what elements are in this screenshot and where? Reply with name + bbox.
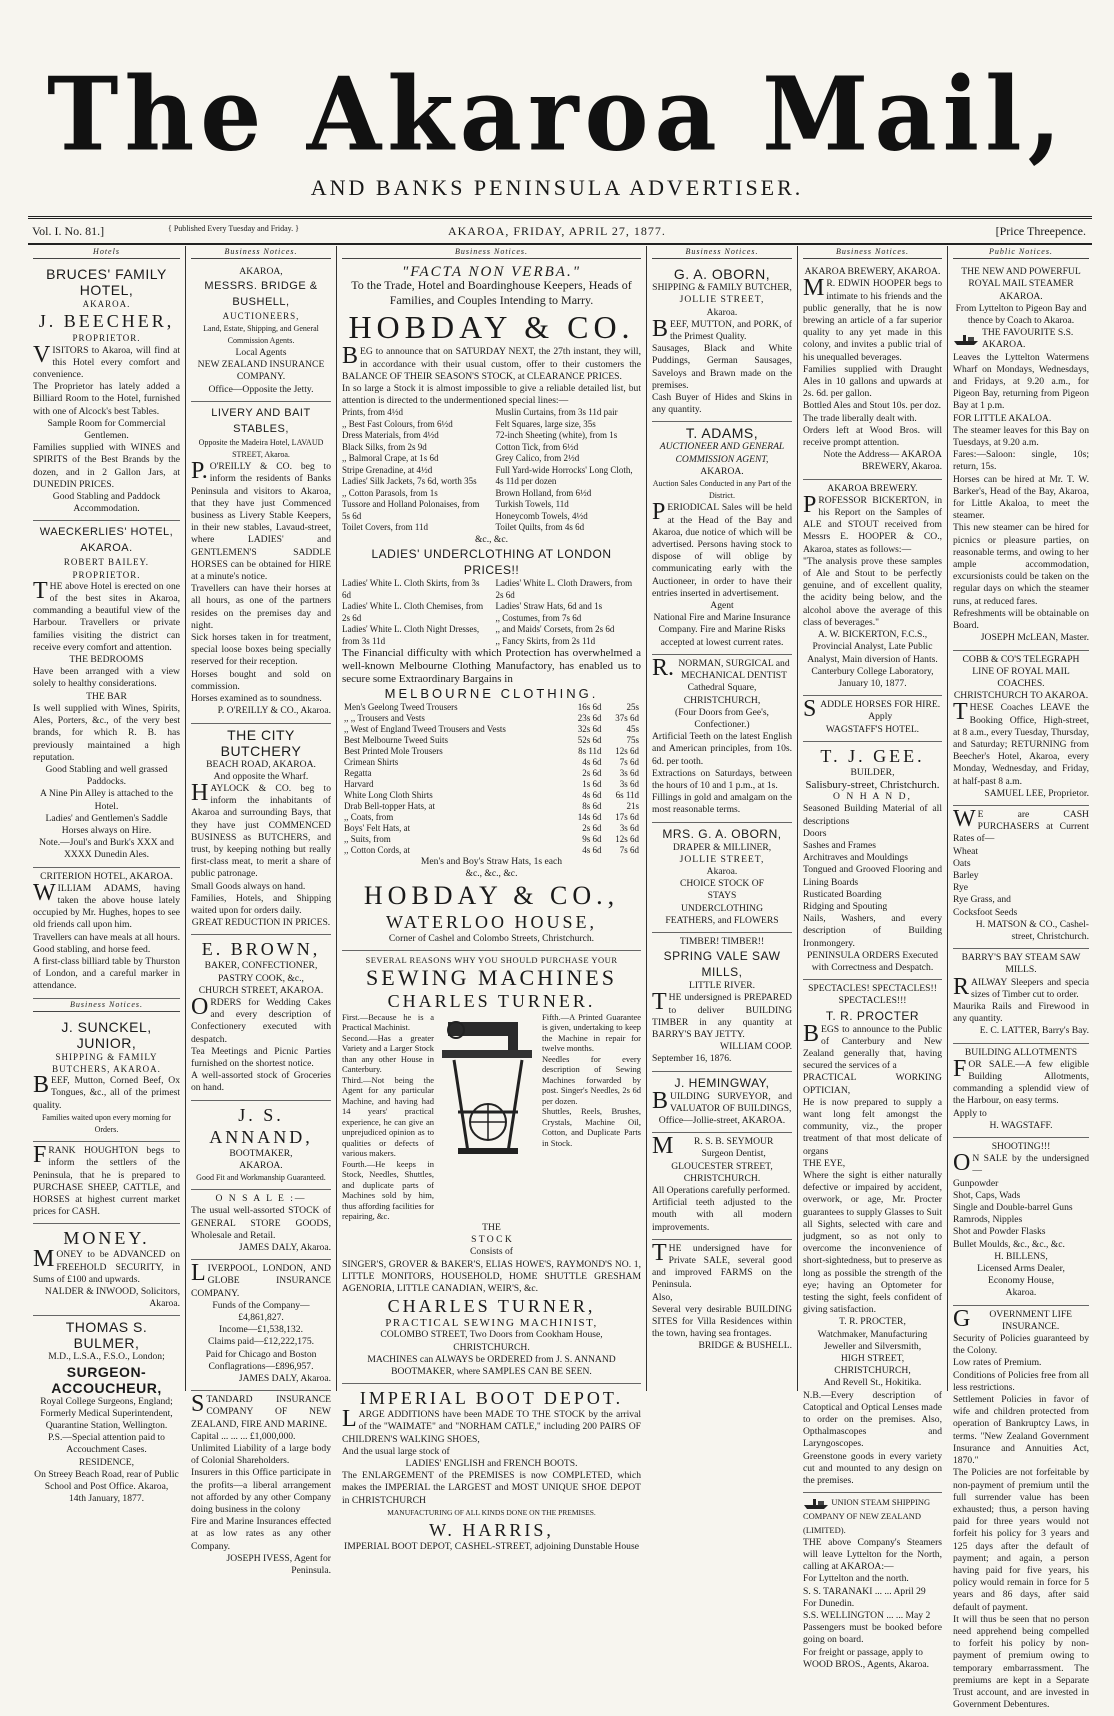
- ad-livery-stables: [191, 402, 331, 724]
- column-header: Business Notices.: [803, 246, 942, 259]
- clothing-price: 4s 6d: [582, 845, 602, 856]
- ad-note: Good Fit and Workmanship Guaranteed.: [196, 1172, 326, 1182]
- ad-body: Royal College Surgeons, England; Formerly Medical Superintendent, Quarantine Station, Wellington. P.S.—Special attention paid to Accouchment Cases.: [40, 1395, 173, 1456]
- union-header: [803, 1496, 942, 1536]
- ad-title: G. A. OBORN,: [673, 266, 771, 283]
- clothing-worth: 3s 6d: [619, 768, 639, 779]
- ladies-price-list: [342, 578, 641, 647]
- ad-signature: H. MATSON & CO., Cashel-street, Christchurch.: [975, 918, 1089, 942]
- ad-heading: SPECTACLES! SPECTACLES!! SPECTACLES!!!: [808, 983, 937, 1007]
- ad-sub: Opposite the Madeira Hotel, LAVAUD STREET, Akaroa.: [198, 437, 324, 460]
- clothing-row: [342, 746, 641, 757]
- column-header: Business Notices.: [342, 246, 641, 259]
- clothing-worth: 12s 6d: [615, 834, 639, 845]
- ad-title: BRUCES' FAMILY HOTEL,: [46, 266, 167, 299]
- ad-note: PENINSULA ORDERS Executed with Correctness and Despatch.: [806, 949, 939, 973]
- column-2: [186, 246, 337, 1577]
- ad-liverpool-insurance: [191, 1260, 331, 1391]
- ad-body: Artificial Teeth on the latest English and American principles, from 10s. 6d. per tooth. Extractions on Saturdays, between the hours of 10 and 1 p.m., at 1s. Fillings in gold and amalgam on the most reasonable terms.: [652, 731, 792, 816]
- clothing-row: [342, 845, 641, 856]
- ad-body: The usual well-assorted STOCK of GENERAL STORE GOODS, Wholesale and Retail.: [191, 1205, 331, 1241]
- ad-brewery-report: [803, 480, 942, 696]
- ad-bruces-hotel: [33, 263, 180, 521]
- ad-body: CHOICE STOCK OF STAYS UNDERCLOTHING FEATHERS, and FLOWERS: [665, 878, 779, 926]
- clothing-row: [342, 834, 641, 845]
- ad-body: THE above Hotel is erected on one of the best sites in Akaroa, commanding a beautiful view of the Harbour. Travellers or private families visiting the district can receive every comfort and attention.: [33, 577, 180, 653]
- clothing-row: [342, 790, 641, 801]
- ad-title: MRS. G. A. OBORN,: [662, 826, 782, 841]
- ad-place: LITTLE RIVER.: [688, 980, 756, 992]
- ad-subheading: THE BAR: [86, 690, 127, 702]
- column-header: Business Notices.: [652, 246, 792, 259]
- ad-role: PROPRIETOR.: [72, 333, 141, 344]
- ad-role: DRAPER & MILLINER,: [672, 841, 772, 853]
- ad-criterion-hotel: [33, 868, 180, 999]
- ad-cobb-coaches: [953, 651, 1089, 806]
- clothing-worth: 3s 6d: [619, 779, 639, 790]
- price: [Price Threepence.: [995, 224, 1086, 238]
- ad-title: THE CITY BUTCHERY: [220, 726, 302, 759]
- ad-body: The ENLARGEMENT of the PREMISES is now COMPLETED, which makes the IMPERIAL the LARGEST and MOST UNIQUE SHOE DEPOT in CHRISTCHURCH: [342, 1470, 641, 1506]
- ad-title: WAECKERLIES' HOTEL, AKAROA.: [39, 526, 174, 555]
- columns: [28, 246, 1094, 1711]
- ad-signature: JOSEPH IVESS, Agent for Peninsula.: [226, 1552, 331, 1577]
- ad-body: Land, Estate, Shipping, and General Commission Agents.: [203, 323, 319, 345]
- clothing-item: Crimean Shirts: [344, 757, 399, 768]
- ad-body: MR. EDWIN HOOPER begs to intimate to his friends and the public generally, that he is now brewing an article of a far superior quality to any yet made in this colony, and invites a public trial of his unequalled beverages. Families supplied with Draught Ales in 10 gallons and upwards at 2s. 6d. per gallon. Bottled Ales and Stout 10s. per doz. The trade liberally dealt with. Orders left at Wood Bros. will receive prompt attention.: [803, 275, 942, 449]
- ad-title: THOMAS S. BULMER,: [65, 1319, 148, 1352]
- ad-city-butchery: [191, 724, 331, 936]
- ad-body: Funds of the Company—£4,861,827. Income—£1,538,132. Claims paid—£12,222,175. Paid for Chicago and Boston Conflagrations—£896,957.: [205, 1299, 317, 1372]
- clothing-row: [342, 713, 641, 724]
- clothing-worth: 75s: [626, 735, 639, 746]
- ad-spring-vale: [652, 933, 792, 1072]
- clothing-price: 9s 6d: [582, 834, 602, 845]
- clothing-row: [342, 735, 641, 746]
- ad-body: THESE Coaches LEAVE the Booking Office, High-street, at 8 a.m., every Tuesday, Thursday, and Saturday; RETURNING from Beecher's Hotel, Akaroa, every Monday, Wednesday, and Friday, at half-past 8 a.m.: [953, 699, 1089, 787]
- clothing-price: 4s 6d: [582, 757, 602, 768]
- ad-title: O N S A L E :—: [215, 1193, 307, 1205]
- ad-signature: H. BILLENS, Licensed Arms Dealer, Economy House, Akaroa.: [977, 1250, 1065, 1299]
- ad-body: THE undersigned is PREPARED to deliver BUILDING TIMBER in any quantity at BARRY'S BAY JETTY.: [652, 989, 792, 1040]
- ad-body: THE above Company's Steamers will leave Lyttelton for the North, calling at AKAROA:— For Lyttelton and the north. S. S. TARANAKI ... ... April 29 For Dunedin. S.S. WELLINGTON ... ... May 2 Passengers must be booked before going on board. For freight or passage, apply to WOOD BROS., Agents, Akaroa.: [803, 1536, 942, 1670]
- ad-body: BEEF, MUTTON, and PORK, of the Primest Quality. Sausages, Black and White Puddings, German Sausages, Saveloys and Brawn made on the premises. Cash Buyer of Hides and Skins in any quantity.: [652, 315, 792, 416]
- clothing-item: Harvard: [344, 779, 374, 790]
- ad-note: Sample Room for Commercial Gentlemen.: [47, 417, 166, 442]
- ad-body: P.O'REILLY & CO. beg to inform the residents of Banks Peninsula and visitors to Akaroa, that they have just Commenced business as Livery Stable Keepers, in their new stables, Lavaud-street, where LADIES' and GENTLEMEN'S SADDLE HORSES can be obtained for HIRE at a minute's notice. Travellers can have their horses at all hours, as one of the partners resides on the premises day and night. Sick horses taken in for treatment, special loose boxes being specially reserved for their reception. Horses bought and sold on commission. Horses examined as to soundness.: [191, 458, 331, 705]
- ad-place: AKAROA.: [700, 465, 744, 477]
- clothing-table: [342, 702, 641, 856]
- ad-body: BEEF, Mutton, Corned Beef, Ox Tongues, &c., all of the primest quality.: [33, 1072, 180, 1111]
- ad-subheading: THE BEDROOMS: [69, 654, 144, 666]
- ad-title: CRITERION HOTEL, AKAROA.: [40, 870, 173, 882]
- ad-subheading: LADIES' UNDERCLOTHING AT LONDON PRICES!!: [371, 547, 612, 578]
- clothing-worth: 21s: [626, 801, 639, 812]
- ad-body: BEGS to announce to the Public of Canterbury and New Zealand generally that, having secured the services of a PRACTICAL WORKING OPTICIAN, He is now prepared to supply a want long felt amongst the community, viz., the proper treatment of that most delicate of organs THE EYE, Where the sight is either naturally defective or impaired by accident, overwork, or age, Mr. Procter guarantees to supply Glasses to Suit all Sights, selected with care and judgment, so as not only to overcome the inconvenience of short-sightedness, but to preserve as long as possible the strength of the eye; having an Optometer for testing the sight, feels confident of giving satisfaction.: [803, 1020, 942, 1316]
- ad-title: THE NEW AND POWERFUL ROYAL MAIL STEAMER AKAROA.: [961, 266, 1081, 302]
- newspaper-subtitle: AND BANKS PENINSULA ADVERTISER.: [310, 175, 804, 200]
- ad-sunckel: [33, 1016, 180, 1142]
- ad-role: BAKER, CONFECTIONER, PASTRY COOK, &c.,: [204, 960, 318, 984]
- ad-date: 14th January, 1877.: [68, 1493, 145, 1505]
- ad-title: T. R. PROCTER: [825, 1008, 920, 1023]
- clothing-worth: 12s 6d: [615, 746, 639, 757]
- ad-signature: A. W. BICKERTON, F.C.S., Provincial Analyst, Late Public Analyst, Main diversion of Hants. Canterbury College Laboratory, January 10, 1877.: [807, 629, 938, 689]
- ad-shooting: [953, 1138, 1089, 1306]
- ad-signature: WILLIAM COOP.: [720, 1041, 792, 1053]
- volume-number: Vol. I. No. 81.]: [32, 224, 105, 238]
- clothing-item: White Long Cloth Shirts: [344, 790, 433, 801]
- ad-role: PRACTICAL SEWING MACHINIST,: [385, 1317, 598, 1330]
- sewing-machine-icon: [438, 1012, 538, 1162]
- ad-body: Agent National Fire and Marine Insurance Company. Fire and Marine Risks accepted at lowest current rates.: [653, 600, 791, 648]
- ad-title: SPRING VALE SAW MILLS,: [663, 949, 781, 980]
- ad-t-adams: [652, 422, 792, 654]
- ad-place: Salisbury-street, Christchurch.: [805, 778, 940, 791]
- steamship-icon: [953, 332, 979, 346]
- ad-body: STANDARD INSURANCE COMPANY OF NEW ZEALAND, FIRE AND MARINE. Capital ... ... ... £1,000,000. Unlimited Liability of a large body of Colonial Shareholders. Insurers in this Office participate in the profits—a liberal arrangement not afforded by any other Company doing business in the colony Fire and Marine Insurances effected at as low rates as any other Company.: [191, 1391, 331, 1552]
- clothing-price: 8s 6d: [582, 801, 602, 812]
- column-4: [647, 246, 798, 1391]
- ad-procter: [803, 980, 942, 1493]
- clothing-item: Best Printed Mole Trousers: [344, 746, 443, 757]
- ad-sub: JOLLIE STREET,: [679, 853, 765, 865]
- clothing-row: [342, 801, 641, 812]
- price-list-left: Prints, from 4½d ,, Best Fast Colours, from 6½d Dress Materials, from 4½d Black Silks, from 2s 9d ,, Balmoral Crape, at 1s 6d Stripe Grenadine, at 4½d Ladies' Silk Jackets, 7s 6d, worth 35s ,, Cotton Parasols, from 1s Tussore and Holland Polonaises, from 5s 6d Toilet Covers, from 11d: [342, 407, 480, 533]
- ad-subheading: CHARLES TURNER.: [387, 990, 596, 1011]
- ad-title: J. HEMINGWAY,: [674, 1075, 770, 1090]
- ad-sub: BEACH ROAD, AKAROA. And opposite the Wharf.: [206, 758, 316, 782]
- ad-address: IMPERIAL BOOT DEPOT, CASHEL-STREET, adjoining Dunstable House: [344, 1541, 639, 1552]
- clothing-row: [342, 724, 641, 735]
- column-1: [28, 246, 186, 1505]
- issue-line: [28, 216, 1092, 245]
- ad-royal-mail-steamer: [953, 263, 1089, 650]
- ad-government-insurance: [953, 1306, 1089, 1716]
- ad-motto: "FACTA NON VERBA.": [401, 264, 582, 281]
- clothing-item: Best Melbourne Tweed Suits: [344, 735, 448, 746]
- dateline: AKAROA, FRIDAY, APRIL 27, 1877.: [448, 224, 666, 238]
- ad-body: FRANK HOUGHTON begs to inform the settlers of the Peninsula, that he is prepared to PURCHASE SHEEP, CATTLE, and HORSES at highest current market prices for CASH.: [33, 1142, 180, 1218]
- ad-place: AKAROA.: [82, 299, 131, 310]
- ad-body: Seasoned Building Material of all descriptions Doors Sashes and Frames Architraves and Mouldings Tongued and Grooved Flooring and Lining Boards Rusticated Boarding Ridging and Spouting Nails, Washers, and every description of Building Ironmongery.: [803, 803, 942, 949]
- clothing-worth: 6s 11d: [615, 790, 639, 801]
- ad-barrys-bay: [953, 949, 1089, 1043]
- ad-norman-dentist: [652, 655, 792, 823]
- ad-address: Office—Jollie-street, AKAROA.: [658, 1114, 786, 1126]
- ad-title: MESSRS. BRIDGE & BUSHELL,: [204, 280, 318, 309]
- ad-body: N.B.—Every description of Catoptical and Optical Lenses made to order on the premises. Also, Opthalmascopes and Laryngoscopes. Greenstone goods in every variety cut and mounted to any design on the premises.: [803, 1389, 942, 1487]
- ad-signature: E. C. LATTER, Barry's Bay.: [979, 1025, 1089, 1037]
- ad-owner: J. BEECHER,: [38, 311, 175, 332]
- ad-title: BUILDING ALLOTMENTS: [964, 1046, 1078, 1058]
- column-header: Business Notices.: [33, 999, 180, 1012]
- ad-note: Men's and Boy's Straw Hats, 1s each &c., &c., &c.: [420, 856, 563, 880]
- ad-body: WE are CASH PURCHASERS at Current Rates of— Wheat Oats Barley Rye Rye Grass, and Cocksfoot Seeds: [953, 805, 1089, 918]
- ad-note: Good Stabling and Paddock Accommodation.: [52, 491, 161, 515]
- ad-note: Families waited upon every morning for Orders.: [41, 1112, 172, 1134]
- ad-place: AKAROA,: [239, 266, 283, 278]
- ad-heading: TIMBER! TIMBER!!: [679, 935, 765, 947]
- ad-hobday: [342, 263, 641, 951]
- ad-imperial-boot: [342, 1384, 641, 1558]
- ad-place: Akaroa.: [706, 306, 738, 318]
- ad-subheading: THE S T O C K Consists of: [470, 1221, 513, 1258]
- clothing-row: [342, 768, 641, 779]
- ad-owner: ROBERT BAILEY.: [63, 557, 150, 568]
- ad-body: Have been arranged with a view solely to healthy considerations.: [33, 666, 180, 690]
- ad-signature: SAMUEL LEE, Proprietor.: [984, 787, 1089, 799]
- ad-place: AKAROA.: [239, 1159, 283, 1171]
- ad-waeckerlies-hotel: [33, 521, 180, 867]
- clothing-price: 1s 6d: [582, 779, 602, 790]
- clothing-row: [342, 702, 641, 713]
- column-5: [798, 246, 948, 1670]
- ad-title: E. BROWN,: [201, 939, 321, 960]
- clothing-worth: 7s 6d: [619, 757, 639, 768]
- ad-sub: Auction Sales Conducted in any Part of the District.: [652, 479, 792, 501]
- ad-james-daly-sale: [191, 1190, 331, 1260]
- clothing-price: 2s 6d: [582, 768, 602, 779]
- ad-signature: JAMES DALY, Akaroa.: [238, 1242, 331, 1253]
- ad-seymour: [652, 1133, 792, 1240]
- ad-note: Good Stabling and well grassed Paddocks. A Nine Pin Alley is attached to the Hotel. Ladies' and Gentlemen's Saddle Horses always on Hire. Note.—Joul's and Burk's XXX and XXXX Dunedin Ales.: [39, 763, 174, 861]
- ad-place: Akaroa.: [706, 865, 738, 877]
- ad-note: MANUFACTURING OF ALL KINDS DONE ON THE PREMISES.: [387, 1507, 596, 1517]
- ad-body: RAILWAY Sleepers and specia sizes of Timber cut to order. Maurika Rails and Firewood in any quantity.: [953, 973, 1089, 1025]
- ad-signature: T. R. PROCTER, Watchmaker, Manufacturing Jeweller and Silversmith, HIGH STREET, CHRISTCHURCH, And Revell St., Hokitika.: [817, 1316, 928, 1389]
- clothing-item: Boys' Felt Hats, at: [344, 823, 411, 834]
- column-6: [948, 246, 1094, 1711]
- clothing-worth: 45s: [626, 724, 639, 735]
- ad-body: R.NORMAN, SURGICAL and MECHANICAL DENTIST Cathedral Square, CHRISTCHURCH, (Four Doors from Gee's, Confectioner.): [652, 654, 790, 730]
- ad-sub: JOLLIE STREET,: [679, 294, 765, 306]
- ad-intro: SEVERAL REASONS WHY YOU SHOULD PURCHASE YOUR: [365, 954, 618, 965]
- ad-subheading: MELBOURNE CLOTHING.: [384, 686, 599, 702]
- ad-body: Leaves the Lyttelton Watermens Wharf on Mondays, Wednesdays, and Fridays, at 9.20 a.m., for Pigeon Bay, returning from Pigeon Bay at 1 p.m. FOR LITTLE AKALOA. The steamer leaves for this Bay on Tuesdays, at 9.20 a.m. Fares:—Saloon: single, 10s; return, 15s. Horses can be hired at Mr. T. W. Barker's, Head of the Bay, Akaroa, for Little Akaloa, to meet the steamer. This new steamer can be hired for picnics or pleasure parties, on reasonable terms, and owing to her ample accommodation, excursionists could be taken on the regular days on which the steamer runs, at reduced fares. Refreshments will be obtainable on Board.: [953, 351, 1089, 632]
- ad-subheading: THE FAVOURITE S.S. AKAROA.: [982, 327, 1074, 351]
- ad-signature: H. WAGSTAFF.: [989, 1119, 1053, 1131]
- ad-body: MONEY to be ADVANCED on FREEHOLD SECURITY, in Sums of £100 and upwards.: [33, 1246, 180, 1285]
- ad-sub: From Lyttelton to Pigeon Bay and thence by Coach to Akaroa.: [955, 302, 1087, 327]
- ad-body: Security of Policies guaranteed by the Colony. Low rates of Premium. Conditions of Policies free from all less restrictions. Settlement Policies in favor of wife and children protected from operation of Bankruptcy Laws, in terms. "New Zealand Government Insurance and Annuities Act, 1870." The Policies are not forfeitable by non-payment of premium until the full surrender value has been exhausted; thus, a person having paid for three years would not forfeit his policy for 3 years and 125 days after the default of payment; and again, a person having paid for five years, his policy would remain in force for 5 years and 86 days, after said default of payment. It will thus be seen that no person need apprehend being compelled to forfeit his policy by non-payment of premium owing to temporary embarrassment. The premiums are kept in a Separate Trust account, and are invested in Government Debentures.: [953, 1333, 1089, 1711]
- ad-allotments: [953, 1044, 1089, 1138]
- fav-header: [953, 327, 1089, 351]
- clothing-price: 52s 6d: [577, 735, 602, 746]
- ad-body: HAYLOCK & CO. beg to inform the inhabitants of Akaroa and surrounding Bays, that they have just COMMENCED BUSINESS as BUTCHERS, and trust, by keeping nothing but really first-class meat, to merit a share of public patronage. Small Goods always on hand. Families, Hotels, and Shipping waited upon for orders daily.: [191, 779, 331, 916]
- clothing-item: ,, Cotton Cords, at: [344, 845, 411, 856]
- reasons-left: First.—Because he is a Practical Machinist. Second.—Has a greater Variety and a Larger Stock than any other House in Canterbury. Third.—Not being the Agent for any particular Machine, and having had 14 years' practical experience, he can give an unprejudiced opinion as to qualities or defects of various makers. Fourth.—He keeps in Stock, Needles, Shuttles, and duplicate parts of Machines sold by him, thus affording facilities for repairing, &c.: [342, 1011, 434, 1222]
- ad-role: PROPRIETOR.: [72, 569, 141, 580]
- ad-title: AKAROA BREWERY, AKAROA.: [804, 266, 941, 278]
- ad-title: T. ADAMS,: [685, 425, 759, 442]
- ad-role: AUCTIONEER AND GENERAL COMMISSION AGENT,: [659, 441, 785, 465]
- ad-matson: [953, 806, 1089, 949]
- ad-signature: JOSEPH McLEAN, Master.: [980, 632, 1089, 644]
- ad-body: VISITORS to Akaroa, will find at this Hotel every comfort and convenience. The Proprietor has lately added a Billiard Room to the Hotel, furnished with one of Alcock's best Tables.: [33, 341, 180, 417]
- ad-signature: P. O'REILLY & CO., Akaroa.: [217, 705, 331, 717]
- clothing-price: 2s 6d: [582, 823, 602, 834]
- column-3: [337, 246, 647, 1552]
- ad-sub: SHIPPING & FAMILY BUTCHERS, AKAROA.: [52, 1051, 161, 1074]
- ad-note: GREAT REDUCTION IN PRICES.: [191, 917, 331, 929]
- ad-mrs-oborn: [652, 823, 792, 933]
- ad-body: LIVERPOOL, LONDON, AND GLOBE INSURANCE COMPANY.: [191, 1260, 331, 1299]
- newspaper-title: The Akaroa Mail,: [47, 55, 1067, 174]
- ad-oborn-butcher: [652, 263, 792, 422]
- ad-title: J. SUNCKEL, JUNIOR,: [61, 1018, 152, 1051]
- ad-sub: CHURCH STREET, AKAROA.: [198, 984, 324, 996]
- clothing-price: 23s 6d: [577, 713, 602, 724]
- price-list-right: Ladies' White L. Cloth Drawers, from 2s 6d Ladies' Straw Hats, 6d and 1s ,, Costumes, from 7s 6d ,, and Maids' Corsets, from 2s 6d ,, Fancy Skirts, from 2s 11d: [495, 578, 633, 646]
- ad-note: MACHINES can ALWAYS be ORDERED from J. S. ANNAND BOOTMAKER, where SAMPLES CAN BE SEEN.: [367, 1353, 616, 1377]
- ad-standard-insurance: [191, 1391, 331, 1582]
- ad-body: THE undersigned have for Private SALE, several good and improved FARMS on the Peninsula. Also, Several very desirable BUILDING SITES for Villa Residences within the town, having sea frontages.: [652, 1239, 792, 1340]
- ad-role: AUCTIONEERS,: [222, 311, 300, 322]
- ad-title: GOVERNMENT LIFE INSURANCE.: [953, 1305, 1073, 1332]
- clothing-worth: 7s 6d: [619, 845, 639, 856]
- ad-bridge-bushell: [191, 263, 331, 402]
- ad-bulmer: [33, 1316, 180, 1510]
- reasons: [342, 1012, 641, 1222]
- ad-title: T. J. GEE.: [820, 745, 925, 766]
- ad-signature: BRIDGE & BUSHELL.: [698, 1340, 792, 1352]
- ad-body: SADDLE HORSES FOR HIRE. Apply WAGSTAFF'S HOTEL.: [803, 696, 941, 735]
- ad-body: BEG to announce that on SATURDAY NEXT, the 27th instant, they will, in accordance with their usual custom, offer to their customers the BALANCE OF THEIR SEASON'S STOCK, at CLEARANCE PRICES. In so large a Stock it is almost impossible to give a reliable detailed list, but attention is directed to the undermentioned special lines:—: [342, 343, 641, 407]
- ad-title: SEWING MACHINES: [366, 964, 617, 990]
- ad-title: UNION STEAM SHIPPING COMPANY OF NEW ZEALAND (LIMITED).: [803, 1497, 931, 1535]
- ad-body: SINGER'S, GROVER & BAKER'S, ELIAS HOWE'S, RAYMOND'S NO. 1, LITTLE MONITORS, HOUSEHOLD, HOME SHUTTLE GRESHAM AGENORIA, LITTLE CANADIAN, WEIR'S, &c.: [342, 1258, 641, 1294]
- ad-role: SURGEON-ACCOUCHEUR,: [51, 1363, 162, 1396]
- masthead: [0, 55, 1114, 174]
- column-header: Hotels: [33, 246, 180, 259]
- clothing-worth: 37s 6d: [615, 713, 639, 724]
- ad-t-j-gee: [803, 742, 942, 980]
- clothing-worth: 3s 6d: [619, 823, 639, 834]
- ad-title: HOBDAY & CO.,: [363, 880, 620, 910]
- clothing-price: 32s 6d: [577, 724, 602, 735]
- ad-address: Corner of Cashel and Colombo Streets, Christchurch.: [388, 932, 595, 944]
- clothing-price: 16s 6d: [577, 702, 602, 713]
- ad-body: Families supplied with WINES and SPIRITS of the Best Brands by the dozen, and in 2 Gallon Jars, at DUNEDIN PRICES.: [33, 442, 180, 490]
- price-list-right: Muslin Curtains, from 3s 11d pair Felt Squares, large size, 35s 72-inch Sheeting (white), from 1s Cotton Tick, from 6½d Grey Calico, from 2½d Full Yard-wide Horrocks' Long Cloth, 4s 11d per dozen Brown Holland, from 6½d Turkish Towels, 11d Honeycomb Towels, 4½d Toilet Quilts, from 4s 6d: [495, 407, 633, 533]
- ad-union-steam: [803, 1493, 942, 1676]
- clothing-price: 14s 6d: [577, 812, 602, 823]
- ad-body: LARGE ADDITIONS have been MADE TO THE STOCK by the arrival of the "WAIMATE" and "NORHAM CATLE," including 200 PAIRS OF CHILDREN'S WALKING SHOES, And the usual large stock of: [342, 1406, 641, 1457]
- clothing-worth: 17s 6d: [615, 812, 639, 823]
- ad-title: SHOOTING!!!: [991, 1141, 1051, 1153]
- ad-title: HOBDAY & CO.: [348, 309, 635, 346]
- ad-body: MR. S. B. SEYMOUR Surgeon Dentist, GLOUCESTER STREET, CHRISTCHURCH.: [652, 1133, 774, 1184]
- ad-sub: M.D., L.S.A., F.S.O., London;: [48, 1351, 165, 1363]
- ad-address: COLOMBO STREET, Two Doors from Cookham House, CHRISTCHURCH.: [380, 1329, 603, 1353]
- ad-houghton: [33, 1142, 180, 1224]
- ad-body: PERIODICAL Sales will be held at the Head of the Bay and Akaroa, due notice of which will be advertised. Persons having stock to dispose of will oblige by communicating early with the Auctioneer, in order to have their entries inserted in advertisement.: [652, 499, 792, 599]
- ad-body: All Operations carefully performed. Artificial teeth adjusted to the mouth with all modern improvements.: [652, 1185, 792, 1233]
- ad-body: FOR SALE.—A few eligible Building Allotments, commanding a splendid view of the Harbour, on easy terms. Apply to: [953, 1055, 1089, 1119]
- ad-subheading: WATERLOO HOUSE,: [386, 911, 597, 932]
- ad-title: BARRY'S BAY STEAM SAW MILLS.: [961, 952, 1081, 976]
- publication-schedule: { Published Every Tuesday and Friday. }: [168, 224, 299, 233]
- ad-title: CHARLES TURNER,: [387, 1296, 596, 1317]
- ad-body: Local Agents NEW ZEALAND INSURANCE COMPANY. Office—Opposite the Jetty.: [197, 347, 325, 395]
- clothing-row: [342, 757, 641, 768]
- clothing-worth: 25s: [626, 702, 639, 713]
- clothing-item: ,, Coats, from: [344, 812, 394, 823]
- ad-body: WILLIAM ADAMS, having taken the above house lately occupied by Mr. Hughes, hopes to see old friends call upon him. Travellers can have meals at all hours. Good stabling, and horse feed. A first-class billiard table by Thurston of London, and a careful marker in attendance.: [33, 879, 180, 992]
- ad-date: September 16, 1876.: [652, 1053, 732, 1065]
- ad-role: BOOTMAKER,: [229, 1147, 293, 1159]
- price-list: [342, 407, 641, 534]
- ad-address: Note the Address— AKAROA BREWERY, Akaroa.: [823, 449, 942, 473]
- clothing-price: 4s 6d: [582, 790, 602, 801]
- clothing-price: 8s 11d: [578, 746, 602, 757]
- ad-title: COBB & CO'S TELEGRAPH LINE OF ROYAL MAIL COACHES.: [962, 653, 1080, 689]
- clothing-item: Regatta: [344, 768, 372, 779]
- ad-subheading: O N H A N D,: [833, 791, 912, 803]
- column-header: Public Notices.: [953, 246, 1089, 259]
- ad-hemingway: [652, 1072, 792, 1134]
- clothing-row: [342, 779, 641, 790]
- ad-role: BUILDER,: [850, 766, 895, 778]
- ad-intro: To the Trade, Hotel and Boardinghouse Keepers, Heads of Families, and Couples Intending to Marry.: [351, 278, 632, 308]
- ad-body: ORDERS for Wedding Cakes and every description of Confectionery executed with despatch. Tea Meetings and Picnic Parties furnished on the shortest notice. A well-assorted stock of Groceries on hand.: [191, 993, 331, 1094]
- reasons-right: Fifth.—A Printed Guarantee is given, undertaking to keep the Machine in repair for twelve months. Needles for every description of Sewing Machines forwarded by post. Singer's Needles, 2s 6d per dozen. Shuttles, Reels, Brushes, Crystals, Machine Oil, Cotton, and Duplicate Parts in Stock.: [542, 1011, 641, 1148]
- ad-role: SHIPPING & FAMILY BUTCHER,: [652, 282, 792, 294]
- ad-sub: CHRISTCHURCH TO AKAROA.: [953, 690, 1089, 702]
- clothing-item: ,, ,, Trousers and Vests: [344, 713, 425, 724]
- ad-body: Is well supplied with Wines, Spirits, Ales, Porters, &c., of the very best brands, for which R. B. has previously maintained a high reputation.: [33, 702, 180, 763]
- ad-title: LIVERY AND BAIT STABLES,: [211, 406, 311, 435]
- ad-etc: &c., &c.: [474, 533, 509, 545]
- ad-e-brown: [191, 935, 331, 1100]
- ad-body: PROFESSOR BICKERTON, in his Report on the Samples of ALE and STOUT received from Messrs E. HOOPER & CO., Akaroa, states as follows:— "The analysis prove these samples of Ale and Stout to be perfectly genuine, and of excellent quality, the acidity being below, and the alcohol above the average of this class of beverages.": [803, 491, 942, 628]
- clothing-item: ,, Suits, from: [344, 834, 391, 845]
- ad-akaroa-brewery: [803, 263, 942, 479]
- clothing-item: ,, West of England Tweed Trousers and Vests: [344, 724, 506, 735]
- ad-subheading: LADIES' ENGLISH and FRENCH BOOTS.: [405, 1457, 578, 1469]
- ad-title: MONEY.: [63, 1228, 150, 1249]
- ad-body: BUILDING SURVEYOR, and VALUATOR OF BUILDINGS,: [652, 1087, 792, 1114]
- ad-signature: JAMES DALY, Akaroa.: [238, 1373, 331, 1385]
- ad-money: [33, 1224, 180, 1316]
- ad-signature: NALDER & INWOOD, Solicitors, Akaroa.: [44, 1286, 180, 1310]
- ad-signature: W. HARRIS,: [429, 1520, 554, 1540]
- ad-title: J. S. ANNAND,: [209, 1104, 313, 1147]
- ad-saddle-horses: [803, 696, 942, 742]
- ad-annand: [191, 1101, 331, 1191]
- ad-charles-turner: [342, 951, 641, 1384]
- column-header: Business Notices.: [191, 246, 331, 259]
- clothing-item: Drab Bell-topper Hats, at: [344, 801, 435, 812]
- clothing-row: [342, 823, 641, 834]
- clothing-row: [342, 812, 641, 823]
- price-list-left: Ladies' White L. Cloth Skirts, from 3s 6d Ladies' White L. Cloth Chemises, from 2s 6d Ladies' White L. Cloth Night Dresses, from 3s 11d: [342, 578, 484, 646]
- ad-title: IMPERIAL BOOT DEPOT.: [359, 1388, 624, 1409]
- clothing-item: Men's Geelong Tweed Trousers: [344, 702, 458, 713]
- ad-body: On Streey Beach Road, rear of Public School and Post Office. Akaroa,: [34, 1468, 179, 1493]
- ad-title: AKAROA BREWERY.: [827, 482, 918, 494]
- ad-body: The Financial difficulty with which Protection has overwhelmed a well-known Melbourne Clothing Manufactory, has enabled us to secure some Extraordinary Bargains in: [342, 647, 641, 686]
- ad-subheading: RESIDENCE,: [78, 1456, 135, 1468]
- ad-body: ON SALE by the undersigned— Gunpowder Shot, Caps, Wads Single and Double-barrel Guns Ramrods, Nipples Shot and Powder Flasks Bullet Moulds, &c., &c., &c.: [953, 1150, 1089, 1250]
- steamship-icon: [803, 1496, 829, 1510]
- ad-farms: [652, 1240, 792, 1358]
